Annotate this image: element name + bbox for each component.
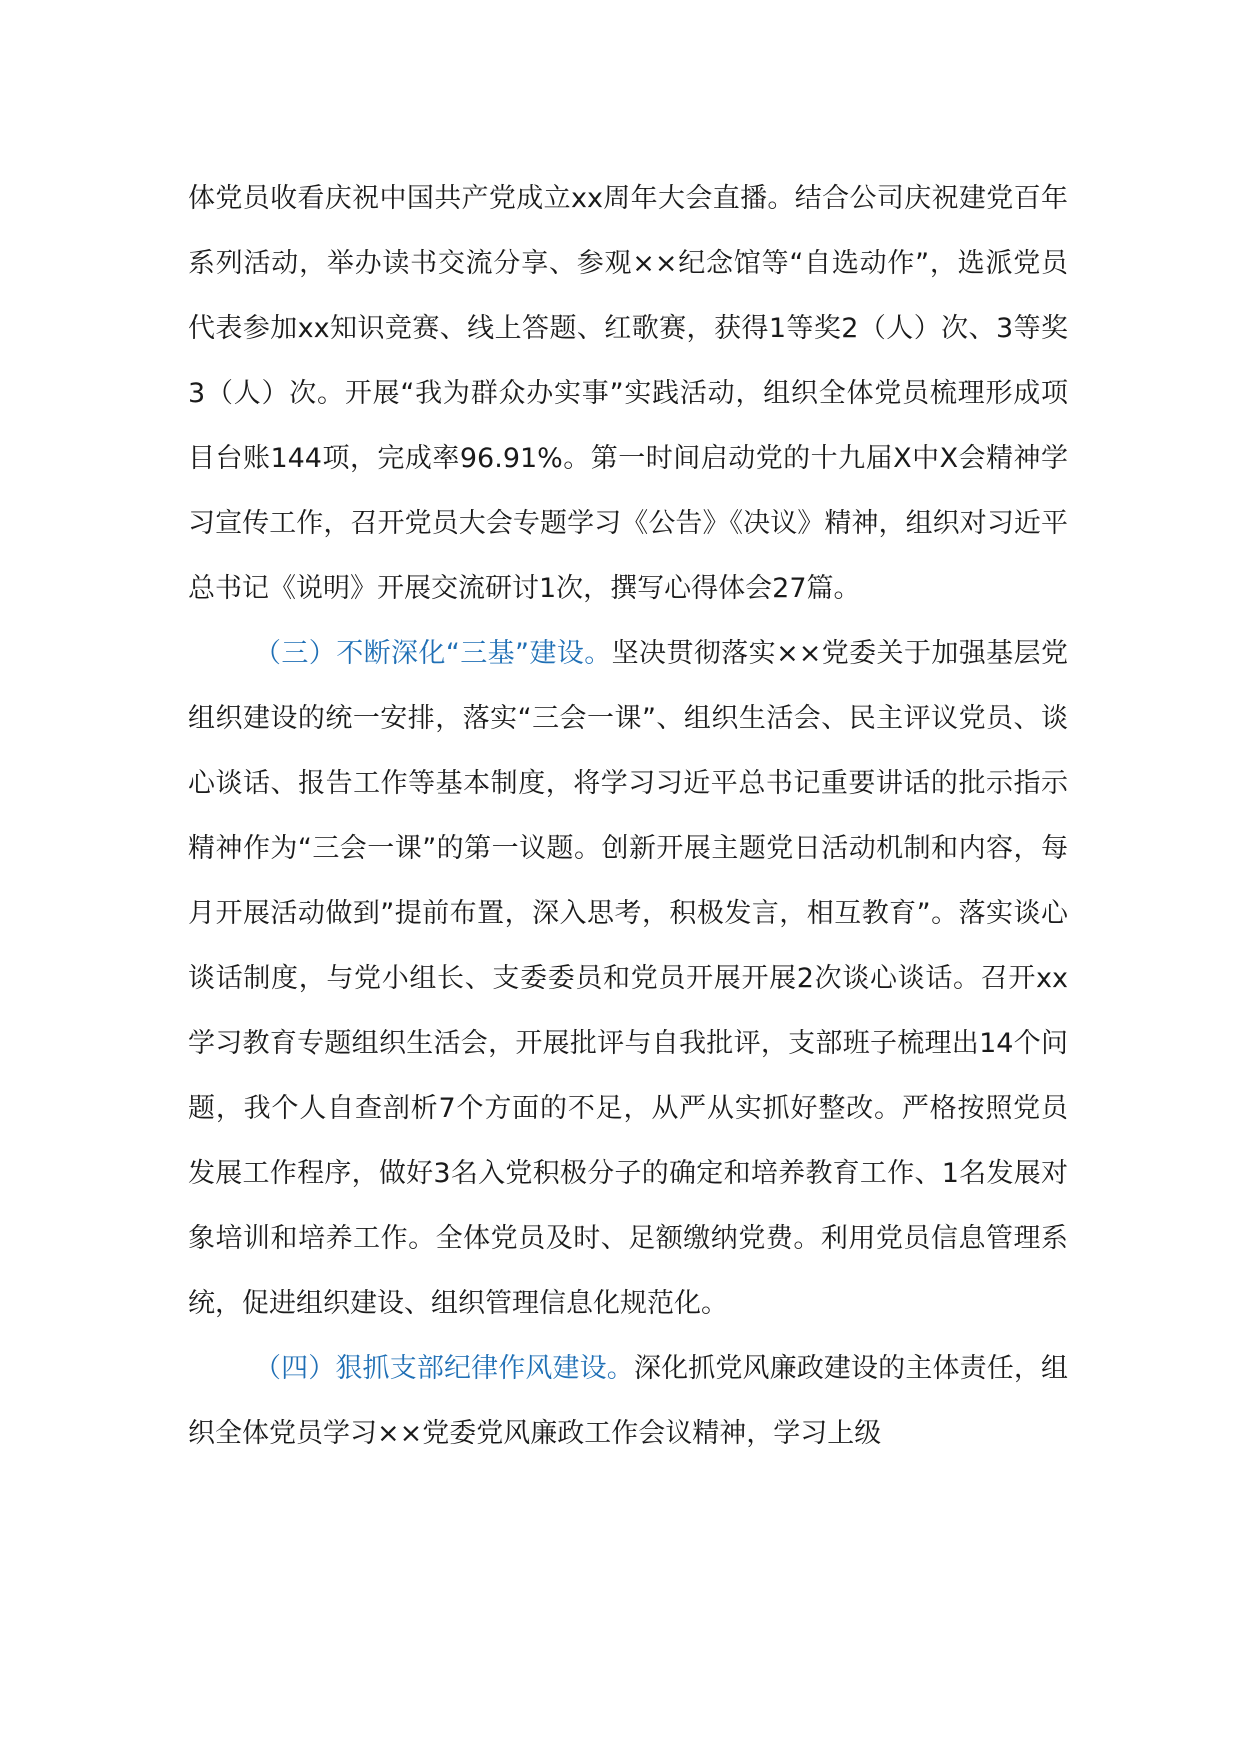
paragraph-3-body: 深化抓党风廉政建设的主体责任，组织全体党员学习××党委党风廉政工作会议精神，学习上级: [188, 1353, 1069, 1449]
paragraph-1-body: 体党员收看庆祝中国共产党成立xx周年大会直播。结合公司庆祝建党百年系列活动，举办读书交流分享、参观××纪念馆等“自选动作”，选派党员代表参加xx知识竞赛、线上答题、红歌赛，获得1等奖2（人）次、3等奖3（人）次。开展“我为群众办实事”实践活动，组织全体党员梳理形成项目台账144项，完成率96.91%。第一时间启动党的十九届X中X会精神学习宣传工作，召开党员大会专题学习《公告》《决议》精神，组织对习近平总书记《说明》开展交流研讨1次，撰写心得体会27篇。: [188, 183, 1068, 604]
paragraph-2: [188, 621, 1068, 1336]
document-page: [188, 166, 1068, 1466]
paragraph-3: [188, 1336, 1068, 1466]
paragraph-2-body: 坚决贯彻落实××党委关于加强基层党组织建设的统一安排，落实“三会一课”、组织生活会、民主评议党员、谈心谈话、报告工作等基本制度，将学习习近平总书记重要讲话的批示指示精神作为“三会一课”的第一议题。创新开展主题党日活动机制和内容，每月开展活动做到”提前布置，深入思考，积极发言，相互教育”。落实谈心谈话制度，与党小组长、支委委员和党员开展开展2次谈心谈话。召开xx学习教育专题组织生活会，开展批评与自我批评，支部班子梳理出14个问题，我个人自查剖析7个方面的不足，从严从实抓好整改。严格按照党员发展工作程序，做好3名入党积极分子的确定和培养教育工作、1名发展对象培训和培养工作。全体党员及时、足额缴纳党费。利用党员信息管理系统，促进组织建设、组织管理信息化规范化。: [188, 638, 1068, 1319]
section-3-heading: （三）不断深化“三基”建设。: [254, 638, 612, 669]
section-4-heading: （四）狠抓支部纪律作风建设。: [254, 1353, 634, 1384]
paragraph-1: [188, 166, 1068, 621]
